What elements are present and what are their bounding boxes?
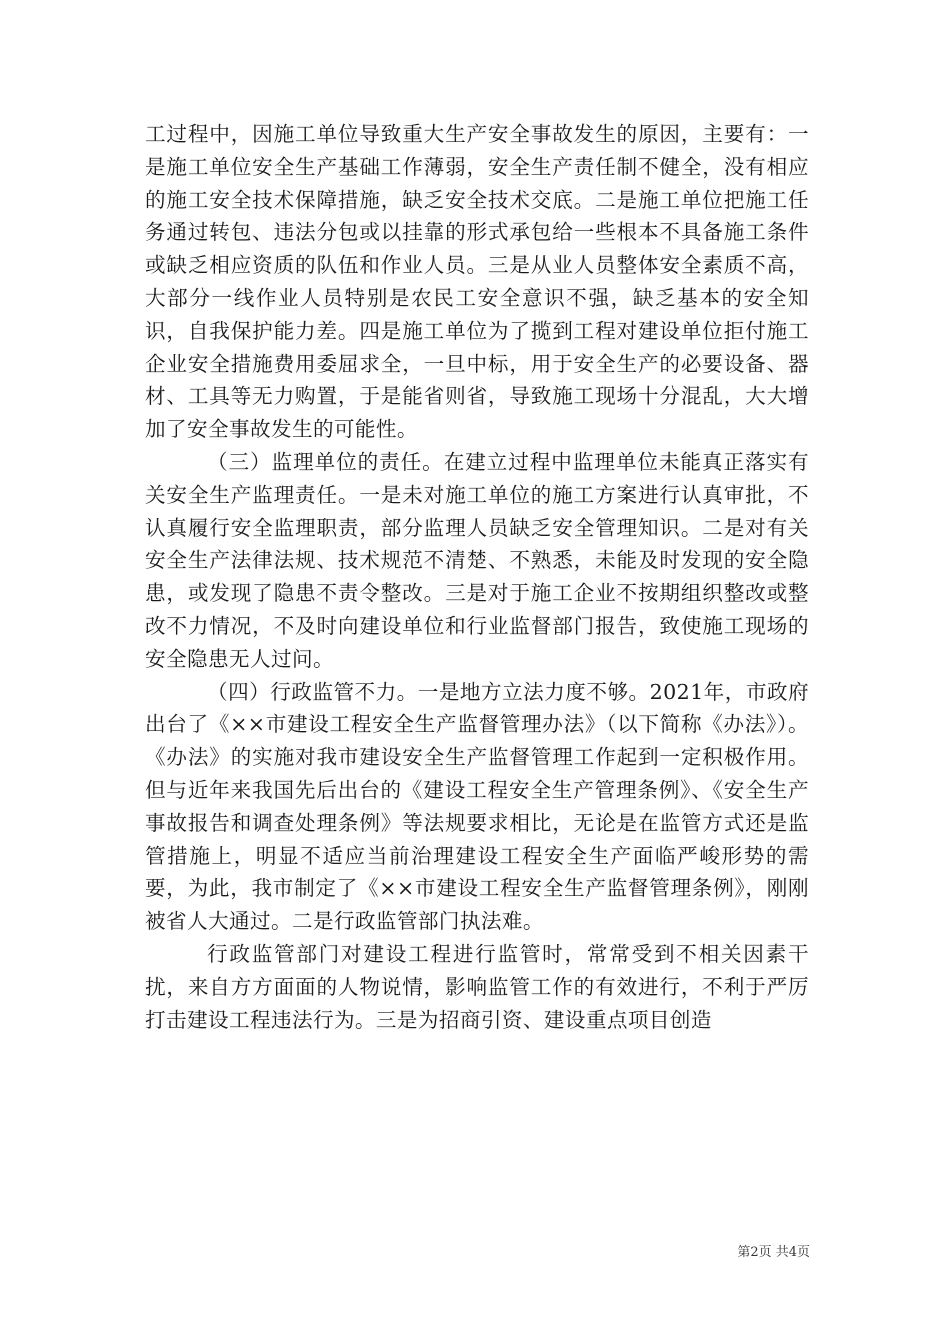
paragraph-construction-unit-causes: 工过程中，因施工单位导致重大生产安全事故发生的原因，主要有：一是施工单位安全生产基础工作薄弱，安全生产责任制不健全，没有相应的施工安全技术保障措施，缺乏安全技术交底。二是施工单位把施工任务通过转包、违法分包或以挂靠的形式承包给一些根本不具备施工条件或缺乏相应资质的队伍和作业人员。三是从业人员整体安全素质不高，大部分一线作业人员特别是农民工安全意识不强，缺乏基本的安全知识，自我保护能力差。四是施工单位为了揽到工程对建设单位拒付施工企业安全措施费用委屈求全，一旦中标，用于安全生产的必要设备、器材、工具等无力购置，于是能省则省，导致施工现场十分混乱，大大增加了安全事故发生的可能性。 (145, 122, 809, 442)
paragraph-supervision-unit-responsibility: （三）监理单位的责任。在建立过程中监理单位未能真正落实有关安全生产监理责任。一是未对施工单位的施工方案进行认真审批，不认真履行安全监理职责，部分监理人员缺乏安全管理知识。二是对有关安全生产法律法规、技术规范不清楚、不熟悉，未能及时发现的安全隐患，或发现了隐患不责令整改。三是对于施工企业不按期组织整改或整改不力情况，不及时向建设单位和行业监督部门报告，致使施工现场的安全隐患无人过问。 (145, 449, 809, 671)
paragraph-enforcement-difficulty: 行政监管部门对建设工程进行监管时，常常受到不相关因素干扰，来自方方面面的人物说情，影响监管工作的有效进行，不利于严厉打击建设工程违法行为。三是为招商引资、建设重点项目创造 (145, 941, 809, 1032)
page-number-footer: 第2页 共4页 (737, 1245, 810, 1260)
document-body (145, 118, 809, 1036)
paragraph-administrative-supervision: （四）行政监管不力。一是地方立法力度不够。2021年，市政府出台了《××市建设工程安全生产监督管理办法》（以下简称《办法》）。《办法》的实施对我市建设安全生产监督管理工作起到一定积极作用。但与近年来我国先后出台的《建设工程安全生产管理条例》、《安全生产事故报告和调查处理条例》等法规要求相比，无论是在监管方式还是监管措施上，明显不适应当前治理建设工程安全生产面临严峻形势的需要，为此，我市制定了《××市建设工程安全生产监督管理条例》，刚刚被省人大通过。二是行政监管部门执法难。 (145, 679, 809, 934)
